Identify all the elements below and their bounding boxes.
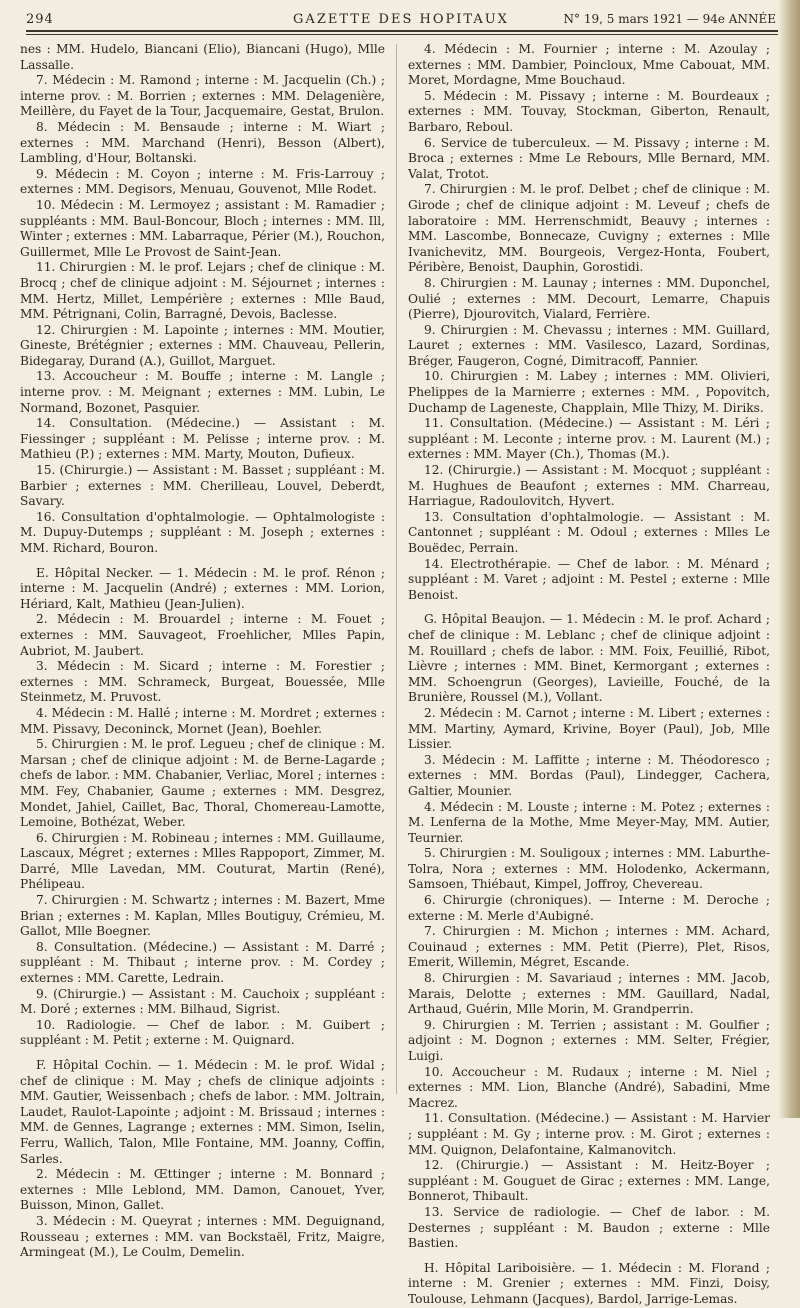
service-paragraph: 11. Consultation. (Médecine.) — Assistant : M. Léri ; suppléant : M. Leconte ; interne prov. : M. Laurent (M.) ; externes : MM. Mayer (Ch.), Thomas (M.). [408, 416, 770, 462]
service-paragraph: 6. Chirurgie (chroniques). — Interne : M. Deroche ; externe : M. Merle d'Aubigné. [408, 893, 770, 923]
service-paragraph: 13. Consultation d'ophtalmologie. — Assistant : M. Cantonnet ; suppléant : M. Odoul ; externes : Mlles Le Bouëdec, Perrain. [408, 509, 770, 555]
service-paragraph: 15. (Chirurgie.) — Assistant : M. Basset ; suppléant : M. Barbier ; externes : MM. Cherilleau, Louvel, Deberdt, Savary. [20, 463, 385, 509]
service-paragraph: 9. Médecin : M. Coyon ; interne : M. Fris-Larrouy ; externes : MM. Degisors, Menuau, Gouvenot, Mlle Rodet. [20, 166, 385, 197]
service-paragraph: 10. Chirurgien : M. Labey ; internes : MM. Olivieri, Phelippes de la Marnierre ; externes : MM. , Popovitch, Duchamp de Lageneste, Chapplain, Mlle Thizy, M. Diriks. [408, 369, 770, 415]
service-paragraph: 10. Accoucheur : M. Rudaux ; interne : M. Niel ; externes : MM. Lion, Blanche (André), Sabadini, Mme Macrez. [408, 1064, 770, 1110]
service-paragraph: 2. Médecin : M. Brouardel ; interne : M. Fouet ; externes : MM. Sauvageot, Froehlicher, Mlles Papin, Aubriot, M. Jaubert. [20, 612, 385, 658]
service-paragraph: 5. Chirurgien : M. Souligoux ; internes : MM. Laburthe-Tolra, Nora ; externes : MM. Holodenko, Ackermann, Samsoen, Thiébaut, Kimpel, Joffroy, Chevereau. [408, 846, 770, 892]
service-paragraph: 4. Médecin : M. Hallé ; interne : M. Mordret ; externes : MM. Pissavy, Deconinck, Mornet (Jean), Boehler. [20, 705, 385, 736]
service-paragraph: 11. Chirurgien : M. le prof. Lejars ; chef de clinique : M. Brocq ; chef de clinique adjoint : M. Séjournet ; internes : MM. Hertz, Millet, Lempérière ; externes : Mlle Baud, MM. Pétrignani, Colin, Barragné, Devois, Baclesse. [20, 260, 385, 322]
page-edge-shadow [778, 0, 800, 1118]
service-paragraph: 5. Chirurgien : M. le prof. Legueu ; chef de clinique : M. Marsan ; chef de clinique adjoint : M. de Berne-Lagarde ; chefs de labor. : MM. Chabanier, Verliac, Morel ; internes : MM. Fey, Chabanier, Gaume ; externes : MM. Desgrez, Mondet, Jahiel, Caillet, Bac, Thoral, Chomereau-Lamotte, Lemoine, Bothézat, Weber. [20, 737, 385, 830]
service-paragraph: 6. Service de tuberculeux. — M. Pissavy ; interne : M. Broca ; externes : Mme Le Rebours, Mlle Bernard, MM. Valat, Trotot. [408, 135, 770, 181]
service-paragraph: 14. Electrothérapie. — Chef de labor. : M. Ménard ; suppléant : M. Varet ; adjoint : M. Pestel ; externe : Mlle Benoist. [408, 556, 770, 602]
service-paragraph: 13. Accoucheur : M. Bouffe ; interne : M. Langle ; interne prov. : M. Meignant ; externes : MM. Lubin, Le Normand, Bozonet, Pasquier. [20, 369, 385, 415]
service-paragraph: 12. Chirurgien : M. Lapointe ; internes : MM. Moutier, Gineste, Brétégnier ; externes : MM. Chauveau, Pellerin, Bidegaray, Durand (A.), Guillot, Marguet. [20, 322, 385, 368]
column-divider [396, 44, 397, 1094]
service-paragraph: 7. Médecin : M. Ramond ; interne : M. Jacquelin (Ch.) ; interne prov. : M. Borrien ; externes : MM. Delagenière, Meillère, du Fayet de la Tour, Jacquemaire, Gestat, Brulon. [20, 73, 385, 119]
issue-date: N° 19, 5 mars 1921 — 94e ANNÉE [563, 12, 776, 26]
service-paragraph: 10. Radiologie. — Chef de labor. : M. Guibert ; suppléant : M. Petit ; externe : M. Quignard. [20, 1017, 385, 1048]
hospital-section-paragraph: G. Hôpital Beaujon. — 1. Médecin : M. le prof. Achard ; chef de clinique : M. Leblanc ; chef de clinique adjoint : M. Rouillard ; chefs de labor. : MM. Foix, Feuillié, Ribot, Lièvre ; internes : MM. Binet, Kermorgant ; externes : MM. Schoengrun (Georges), Lavieille, Fouché, de la Brunière, Roussel (M.), Vollant. [408, 612, 770, 705]
service-paragraph: 8. Consultation. (Médecine.) — Assistant : M. Darré ; suppléant : M. Thibaut ; interne prov. : M. Cordey ; externes : MM. Carette, Ledrain. [20, 939, 385, 986]
service-paragraph: 8. Médecin : M. Bensaude ; interne : M. Wiart ; externes : MM. Marchand (Henri), Besson (Albert), Lambling, d'Hour, Boltanski. [20, 119, 385, 166]
service-paragraph: 3. Médecin : M. Sicard ; interne : M. Forestier ; externes : MM. Schrameck, Burgeat, Bouessée, Mlle Steinmetz, M. Pruvost. [20, 659, 385, 705]
service-paragraph: 5. Médecin : M. Pissavy ; interne : M. Bourdeaux ; externes : MM. Touvay, Stockman, Giberton, Renault, Barbaro, Reboul. [408, 88, 770, 134]
service-paragraph: 16. Consultation d'ophtalmologie. — Ophtalmologiste : M. Dupuy-Dutemps ; suppléant : M. Joseph ; externes : MM. Richard, Bouron. [20, 509, 385, 555]
service-paragraph: nes : MM. Hudelo, Biancani (Elio), Biancani (Hugo), Mlle Lassalle. [20, 42, 385, 72]
service-paragraph: 13. Service de radiologie. — Chef de labor. : M. Desternes ; suppléant : M. Baudon ; externe : Mlle Bastien. [408, 1204, 770, 1251]
hospital-section-paragraph: H. Hôpital Lariboisière. — 1. Médecin : M. Florand ; interne : M. Grenier ; externes : MM. Finzi, Doisy, Toulouse, Lehmann (Jacques), Bardol, Jarrige-Lemas. [408, 1260, 770, 1306]
service-paragraph: 12. (Chirurgie.) — Assistant : M. Heitz-Boyer ; suppléant : M. Gouguet de Girac ; externes : MM. Lange, Bonnerot, Thibault. [408, 1158, 770, 1204]
service-paragraph: 3. Médecin : M. Queyrat ; internes : MM. Deguignand, Rousseau ; externes : MM. van Bockstaël, Fritz, Maigre, Armingeat (M.), Le Coulm, Demelin. [20, 1213, 385, 1260]
service-paragraph: 12. (Chirurgie.) — Assistant : M. Mocquot ; suppléant : M. Hughues de Beaufont ; externes : MM. Charreau, Harriague, Radoulovitch, Hyvert. [408, 463, 770, 509]
service-paragraph: 14. Consultation. (Médecine.) — Assistant : M. Fiessinger ; suppléant : M. Pelisse ; interne prov. : M. Mathieu (P.) ; externes : MM. Marty, Mouton, Dufieux. [20, 416, 385, 462]
service-paragraph: 2. Médecin : M. Œttinger ; interne : M. Bonnard ; externes : Mlle Leblond, MM. Damon, Canouet, Yver, Buisson, Minon, Gallet. [20, 1167, 385, 1213]
left-column [20, 42, 385, 1260]
service-paragraph: 7. Chirurgien : M. le prof. Delbet ; chef de clinique : M. Girode ; chef de clinique adjoint : M. Leveuf ; chefs de laboratoire : MM. Herrenschmidt, Beauvy ; internes : MM. Lascombe, Bonnecaze, Cuvigny ; externes : Mlle Ivanichevitz, MM. Bourgeois, Vergez-Honta, Foubert, Péribère, Benoist, Dauphin, Gorostidi. [408, 182, 770, 275]
journal-title: GAZETTE DES HOPITAUX [293, 12, 509, 27]
header-rule-thin [26, 34, 778, 35]
service-paragraph: 3. Médecin : M. Laffitte ; interne : M. Théodoresco ; externes : MM. Bordas (Paul), Lindegger, Cachera, Galtier, Mounier. [408, 752, 770, 798]
service-paragraph: 6. Chirurgien : M. Robineau ; internes : MM. Guillaume, Lascaux, Mégret ; externes : Mlles Rappoport, Zimmer, M. Darré, Mlle Lavedan, MM. Couturat, Martin (René), Phélipeau. [20, 830, 385, 892]
service-paragraph: 8. Chirurgien : M. Launay ; internes : MM. Duponchel, Oulié ; externes : MM. Decourt, Lemarre, Chapuis (Pierre), Djourovitch, Vialard, Ferrière. [408, 275, 770, 322]
service-paragraph: 8. Chirurgien : M. Savariaud ; internes : MM. Jacob, Marais, Delotte ; externes : MM. Gauillard, Nadal, Arthaud, Guérin, Mlle Morin, M. Grandperrin. [408, 971, 770, 1017]
service-paragraph: 9. Chirurgien : M. Terrien ; assistant : M. Goulfier ; adjoint : M. Dognon ; externes : MM. Selter, Frégier, Luigi. [408, 1017, 770, 1063]
service-paragraph: 4. Médecin : M. Louste ; interne : M. Potez ; externes : M. Lenferna de la Mothe, Mme Meyer-May, MM. Autier, Teurnier. [408, 799, 770, 845]
page-number: 294 [26, 12, 54, 27]
service-paragraph: 7. Chirurgien : M. Schwartz ; internes : M. Bazert, Mme Brian ; externes : M. Kaplan, Mlles Boutiguy, Crémieu, M. Gallot, Mlle Boegner. [20, 893, 385, 939]
service-paragraph: 9. (Chirurgie.) — Assistant : M. Cauchoix ; suppléant : M. Doré ; externes : MM. Bilhaud, Sigrist. [20, 986, 385, 1017]
service-paragraph: 2. Médecin : M. Carnot ; interne : M. Libert ; externes : MM. Martiny, Aymard, Krivine, Boyer (Paul), Job, Mlle Lissier. [408, 705, 770, 752]
service-paragraph: 7. Chirurgien : M. Michon ; internes : MM. Achard, Couinaud ; externes : MM. Petit (Pierre), Plet, Risos, Emerit, Willemin, Mégret, Escande. [408, 924, 770, 970]
right-column [408, 42, 770, 1306]
hospital-section-paragraph: E. Hôpital Necker. — 1. Médecin : M. le prof. Rénon ; interne : M. Jacquelin (André) ; externes : MM. Lorion, Hériard, Kalt, Mathieu (Jean-Julien). [20, 565, 385, 611]
service-paragraph: 10. Médecin : M. Lermoyez ; assistant : M. Ramadier ; suppléants : MM. Baul-Boncour, Bloch ; internes : MM. Ill, Winter ; externes : MM. Labarraque, Périer (M.), Rouchon, Guillermet, Mlle Le Provost de Saint-Jean. [20, 197, 385, 259]
page-header [26, 8, 776, 30]
service-paragraph: 4. Médecin : M. Fournier ; interne : M. Azoulay ; externes : MM. Dambier, Poincloux, Mme Cabouat, MM. Moret, Mordagne, Mme Bouchaud. [408, 42, 770, 88]
service-paragraph: 11. Consultation. (Médecine.) — Assistant : M. Harvier ; suppléant : M. Gy ; interne prov. : M. Girot ; externes : MM. Quignon, Delafontaine, Kalmanovitch. [408, 1111, 770, 1157]
service-paragraph: 9. Chirurgien : M. Chevassu ; internes : MM. Guillard, Lauret ; externes : MM. Vasilesco, Lazard, Sordinas, Bréger, Faugeron, Cogné, Dimitracoff, Pannier. [408, 322, 770, 368]
hospital-section-paragraph: F. Hôpital Cochin. — 1. Médecin : M. le prof. Widal ; chef de clinique : M. May ; chefs de clinique adjoints : MM. Gautier, Weissenbach ; chefs de labor. : MM. Joltrain, Laudet, Raulot-Lapointe ; adjoint : M. Brissaud ; internes : MM. de Gennes, Lagrange ; externes : MM. Simon, Iselin, Ferru, Wallich, Talon, Mlle Fontaine, MM. Joanny, Coffin, Sarles. [20, 1058, 385, 1166]
header-rule-thick [26, 30, 778, 32]
